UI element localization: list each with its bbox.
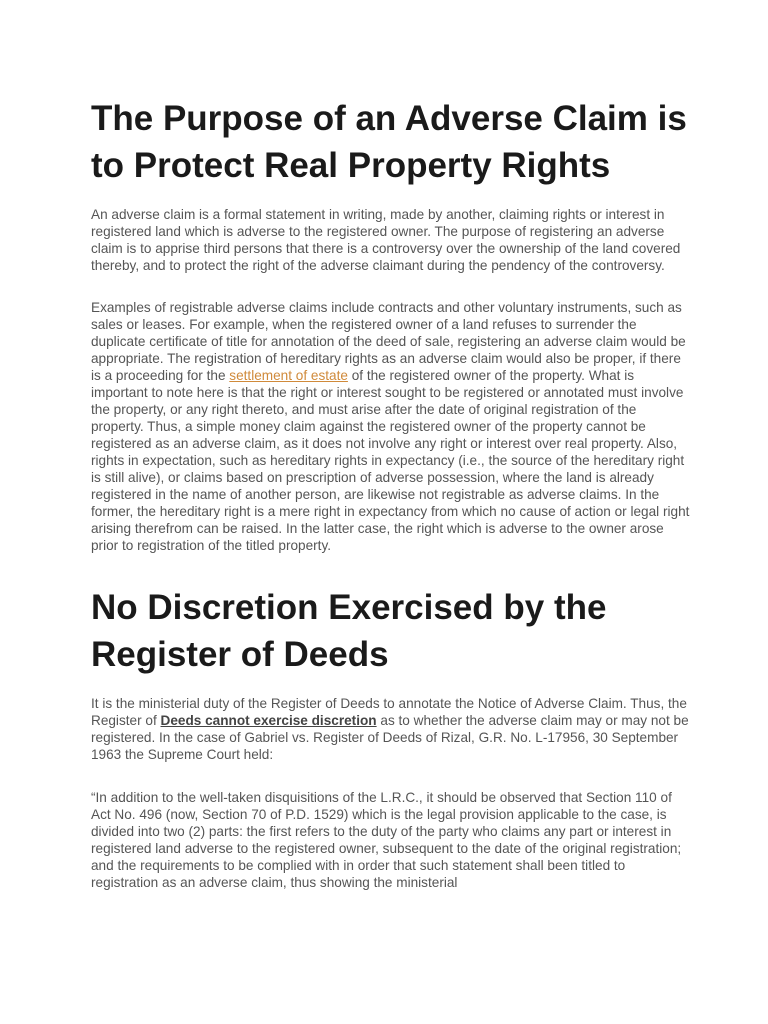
section-heading-purpose: The Purpose of an Adverse Claim is to Protect Real Property Rights	[91, 99, 687, 185]
paragraph-examples-text-b: of the registered owner of the property. What is important to note here is that the right or interest sought to be registered or annotated must involve the property, or any right thereto, and must arise after the date of original registration of the property. Thus, a simple money claim against the registered owner of the property cannot be registered as an adverse claim, as it does not involve any right or interest over real property. Also, rights in expectation, such as hereditary rights in expectancy (i.e., the source of the hereditary right is still alive), or claims based on prescription of adverse possession, where the land is already registered in the name of another person, are likewise not registrable as adverse claims. In the former, the hereditary right is a mere right in expectancy from which no cause of action or legal right arising therefrom can be raised. In the latter case, the right which is adverse to the owner arose prior to registration of the titled property.	[91, 368, 690, 553]
settlement-of-estate-link[interactable]: settlement of estate	[229, 368, 348, 383]
paragraph-ministerial-duty	[91, 695, 691, 763]
paragraph-examples-text-a: Examples of registrable adverse claims include contracts and other voluntary instruments, such as sales or leases. For example, when the registered owner of a land refuses to surrender the duplicate certificate of title for annotation of the deed of sale, registering an adverse claim would be appropriate. The registration of hereditary rights as an adverse claim would also be proper, if there is a proceeding for the	[91, 300, 686, 383]
paragraph-ministerial-text-a: It is the ministerial duty of the Register of Deeds to annotate the Notice of Adverse Claim. Thus, the Register of	[91, 696, 687, 728]
paragraph-definition: An adverse claim is a formal statement in writing, made by another, claiming rights or interest in registered land which is adverse to the registered owner. The purpose of registering an adverse claim is to apprise third persons that there is a controversy over the ownership of the land covered thereby, and to protect the right of the adverse claimant during the pendency of the controversy.	[91, 207, 681, 273]
paragraph-quote: “In addition to the well-taken disquisitions of the L.R.C., it should be observed that Section 110 of Act No. 496 (now, Section 70 of P.D. 1529) which is the legal provision applicable to the case, is divided into two (2) parts: the first refers to the duty of the party who claims any part or interest in registered land adverse to the registered owner, subsequent to the date of the original registration; and the requirements to be complied with in order that such statement shall been titled to registration as an adverse claim, thus showing the ministerial	[91, 790, 682, 890]
article	[91, 95, 691, 891]
paragraph-ministerial-text-b: as to whether the adverse claim may or may not be registered. In the case of Gabriel vs. Register of Deeds of Rizal, G.R. No. L-17956, 30 September 1963 the Supreme Court held:	[91, 713, 689, 762]
deeds-cannot-exercise-discretion-link[interactable]: Deeds cannot exercise discretion	[160, 713, 377, 728]
paragraph-examples	[91, 299, 691, 554]
section-heading-no-discretion: No Discretion Exercised by the Register of Deeds	[91, 588, 607, 674]
